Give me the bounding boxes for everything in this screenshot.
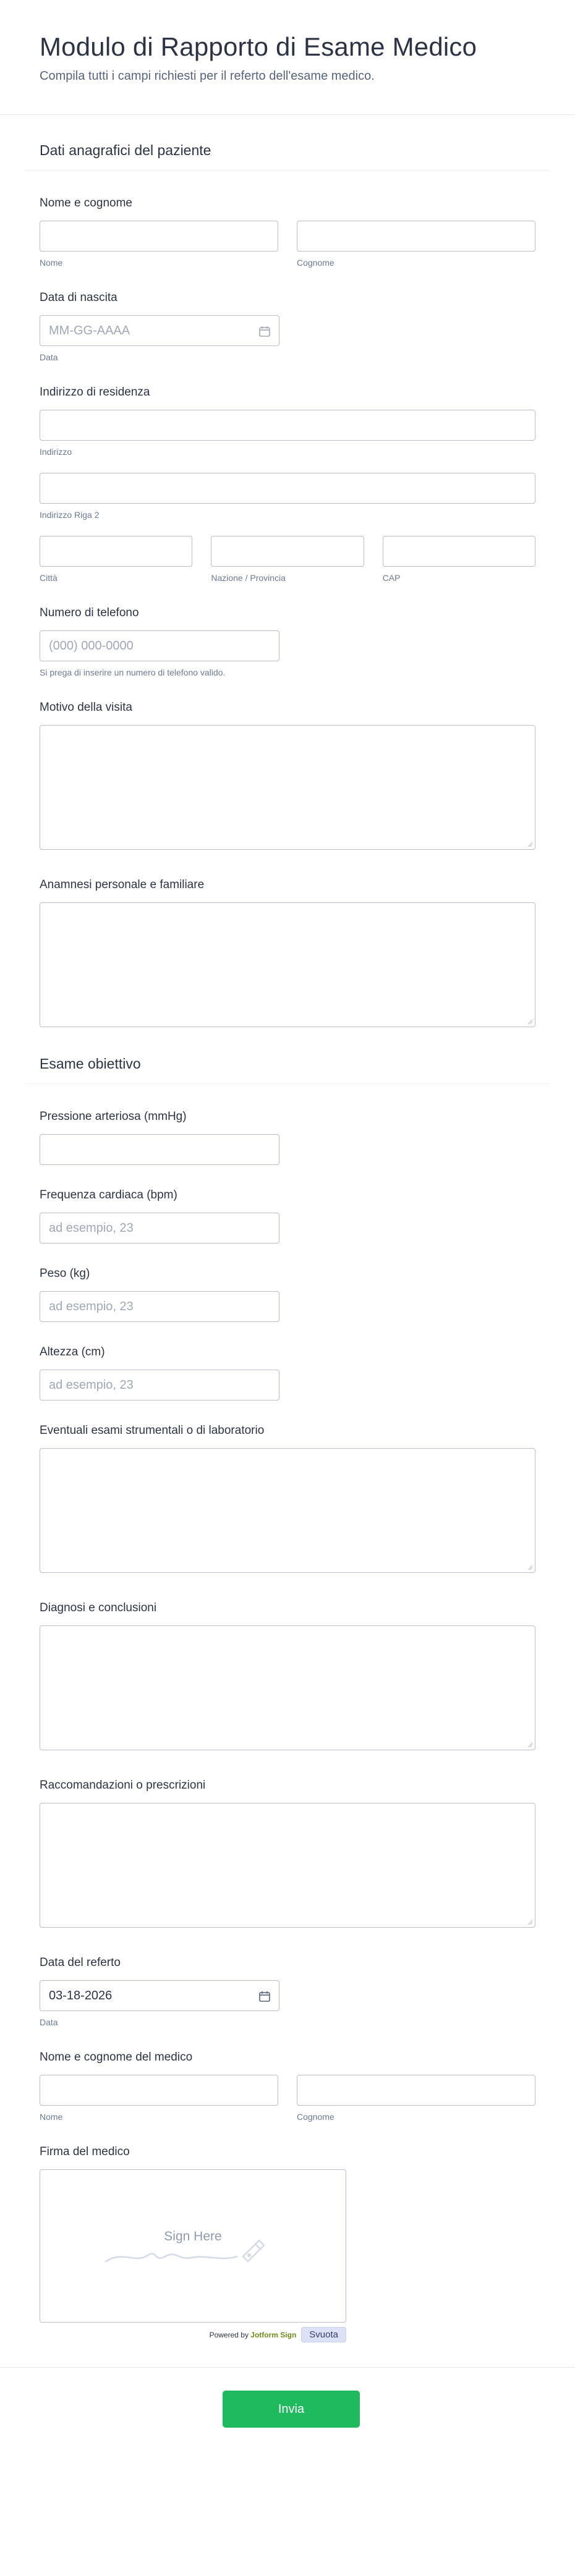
- field-sublabel: Indirizzo: [40, 447, 72, 457]
- address-field: [0, 386, 575, 583]
- jotform-sign-brand[interactable]: Jotform Sign: [250, 2330, 297, 2339]
- field-label: Raccomandazioni o prescrizioni: [40, 1779, 206, 1792]
- exams-field: [0, 1424, 575, 1573]
- resize-handle-icon[interactable]: [527, 1019, 533, 1025]
- field-label: Eventuali esami strumentali o di laboratorio: [40, 1424, 265, 1438]
- field-label: Peso (kg): [40, 1267, 90, 1281]
- sign-here-prompt: Sign Here: [164, 2229, 222, 2244]
- zip-input[interactable]: [383, 536, 535, 567]
- powered-by-text: Powered by Jotform Sign: [209, 2330, 297, 2339]
- last-name-input[interactable]: [297, 221, 535, 252]
- resize-handle-icon[interactable]: [527, 1919, 533, 1925]
- doctor-last-name-input[interactable]: [297, 2075, 535, 2106]
- visit-reason-textarea[interactable]: [40, 725, 535, 850]
- signature-scribble-icon: [104, 2226, 284, 2269]
- heart-rate-field: [0, 1188, 575, 1244]
- calendar-icon[interactable]: [258, 324, 271, 338]
- field-sublabel: Indirizzo Riga 2: [40, 510, 100, 520]
- field-label: Numero di telefono: [40, 606, 139, 620]
- field-label: Anamnesi personale e familiare: [40, 878, 205, 892]
- field-sublabel: Si prega di inserire un numero di telefono valido.: [40, 667, 226, 678]
- field-label: Motivo della visita: [40, 701, 132, 714]
- field-label: Firma del medico: [40, 2145, 130, 2159]
- resize-handle-icon[interactable]: [527, 841, 533, 847]
- diagnosis-field: [0, 1601, 575, 1750]
- form-title: Modulo di Rapporto di Esame Medico: [40, 32, 477, 61]
- visit-reason-field: [0, 701, 575, 850]
- field-sublabel: Data: [40, 352, 58, 363]
- field-label: Pressione arteriosa (mmHg): [40, 1110, 187, 1124]
- submit-button[interactable]: Invia: [223, 2391, 360, 2428]
- field-label: Nome e cognome del medico: [40, 2051, 193, 2064]
- birth-date-input[interactable]: [40, 315, 279, 346]
- recommendations-field: [0, 1779, 575, 1928]
- phone-field: [0, 606, 575, 677]
- recommendations-textarea[interactable]: [40, 1803, 535, 1928]
- section-physical-exam: [25, 1027, 550, 1084]
- field-label: Indirizzo di residenza: [40, 386, 150, 399]
- history-field: [0, 878, 575, 1027]
- field-sublabel: Data: [40, 2017, 58, 2028]
- height-field: [0, 1345, 575, 1400]
- input-placeholder: ad esempio, 23: [49, 1221, 134, 1235]
- section-patient-data: [25, 115, 550, 171]
- field-label: Altezza (cm): [40, 1345, 105, 1359]
- clear-signature-button[interactable]: Svuota: [301, 2327, 346, 2342]
- form-subtitle: Compila tutti i campi richiesti per il referto dell'esame medico.: [40, 69, 375, 83]
- phone-input[interactable]: [40, 630, 279, 661]
- field-label: Frequenza cardiaca (bpm): [40, 1188, 177, 1202]
- date-value: 03-18-2026: [49, 1989, 113, 2003]
- input-placeholder: ad esempio, 23: [49, 1300, 134, 1314]
- weight-input[interactable]: [40, 1291, 279, 1322]
- field-sublabel: Nome: [40, 258, 63, 268]
- diagnosis-textarea[interactable]: [40, 1625, 535, 1750]
- field-sublabel: Nome: [40, 2112, 63, 2122]
- signature-field: [0, 2145, 575, 2342]
- field-label: Data di nascita: [40, 291, 117, 305]
- calendar-icon[interactable]: [258, 1989, 271, 2003]
- state-input[interactable]: [211, 536, 364, 567]
- report-date-input[interactable]: [40, 1980, 279, 2011]
- address-line1-input[interactable]: [40, 410, 535, 441]
- field-label: Diagnosi e conclusioni: [40, 1601, 157, 1615]
- blood-pressure-field: [0, 1110, 575, 1165]
- patient-name-field: [0, 197, 575, 268]
- phone-placeholder: (000) 000-0000: [49, 639, 134, 653]
- history-textarea[interactable]: [40, 902, 535, 1027]
- section-title: Dati anagrafici del paziente: [40, 142, 211, 159]
- report-date-field: [0, 1956, 575, 2027]
- field-sublabel: CAP: [382, 573, 401, 583]
- resize-handle-icon[interactable]: [527, 1564, 533, 1570]
- section-title: Esame obiettivo: [40, 1056, 141, 1072]
- address-line2-input[interactable]: [40, 473, 535, 504]
- city-input[interactable]: [40, 536, 192, 567]
- doctor-first-name-input[interactable]: [40, 2075, 278, 2106]
- field-sublabel: Cognome: [297, 258, 334, 268]
- doctor-name-field: [0, 2051, 575, 2122]
- weight-field: [0, 1267, 575, 1322]
- resize-handle-icon[interactable]: [527, 1742, 533, 1748]
- exams-textarea[interactable]: [40, 1448, 535, 1573]
- field-sublabel: Cognome: [297, 2112, 334, 2122]
- field-label: Nome e cognome: [40, 197, 132, 210]
- blood-pressure-input[interactable]: [40, 1134, 279, 1165]
- date-placeholder: MM-GG-AAAA: [49, 324, 130, 338]
- heart-rate-input[interactable]: [40, 1213, 279, 1244]
- height-input[interactable]: [40, 1370, 279, 1400]
- input-placeholder: ad esempio, 23: [49, 1378, 134, 1392]
- field-sublabel: Nazione / Provincia: [211, 573, 286, 583]
- signature-pad[interactable]: [40, 2169, 346, 2323]
- form-header: [0, 0, 575, 115]
- birth-date-field: [0, 291, 575, 362]
- field-sublabel: Città: [40, 573, 58, 583]
- field-label: Data del referto: [40, 1956, 121, 1970]
- form-footer: [0, 2367, 575, 2456]
- first-name-input[interactable]: [40, 221, 278, 252]
